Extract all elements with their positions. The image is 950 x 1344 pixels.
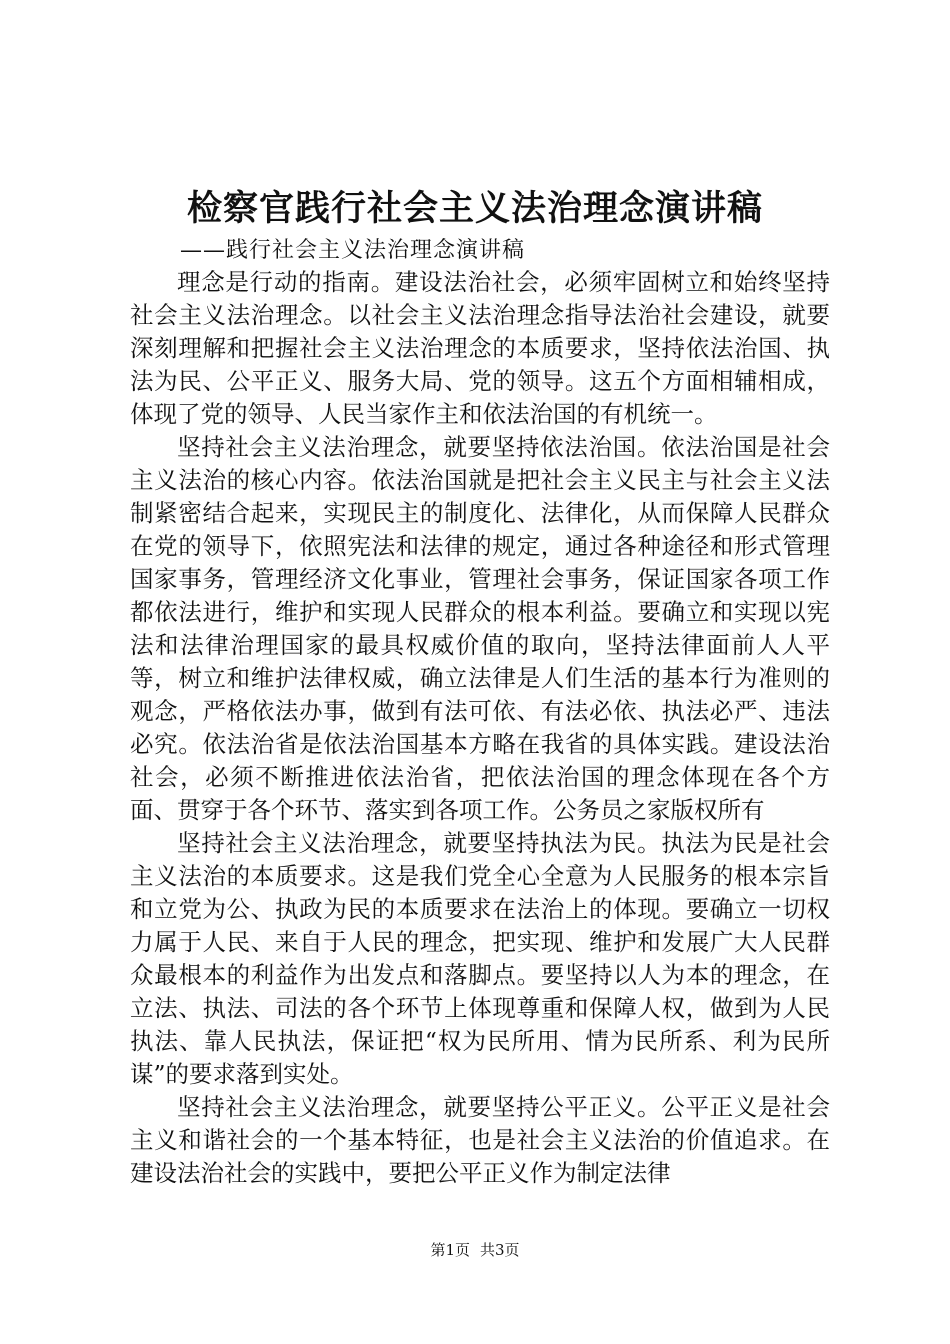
paragraph: 理念是行动的指南。建设法治社会，必须牢固树立和始终坚持社会主义法治理念。以社会主义法治理念指导法治社会建设，就要深刻理解和把握社会主义法治理念的本质要求，坚持依法治国、执法为民、公平正义、服务大局、党的领导。这五个方面相辅相成，体现了党的领导、人民当家作主和依法治国的有机统一。 <box>130 268 830 428</box>
page-total: 共3页 <box>480 1241 520 1259</box>
paragraph: 坚持社会主义法治理念，就要坚持依法治国。依法治国是社会主义法治的核心内容。依法治国就是把社会主义民主与社会主义法制紧密结合起来，实现民主的制度化、法律化，从而保障人民群众在党的领导下，依照宪法和法律的规定，通过各种途径和形式管理国家事务，管理经济文化事业，管理社会事务，保证国家各项工作都依法进行，维护和实现人民群众的根本利益。要确立和实现以宪法和法律治理国家的最具权威价值的取向，坚持法律面前人人平等，树立和维护法律权威，确立法律是人们生活的基本行为准则的观念，严格依法办事，做到有法可依、有法必依、执法必严、违法必究。依法治省是依法治国基本方略在我省的具体实践。建设法治社会，必须不断推进依法治省，把依法治国的理念体现在各个方面、贯穿于各个环节、落实到各项工作。公务员之家版权所有 <box>130 433 830 824</box>
document-title: 检察官践行社会主义法治理念演讲稿 <box>186 188 763 229</box>
document-subtitle: ——践行社会主义法治理念演讲稿 <box>180 238 526 263</box>
paragraph: 坚持社会主义法治理念，就要坚持公平正义。公平正义是社会主义和谐社会的一个基本特征，也是社会主义法治的价值追求。在建设法治社会的实践中，要把公平正义作为制定法律 <box>130 1093 830 1187</box>
page-number: 第1页 <box>430 1241 470 1259</box>
document-body <box>130 266 830 1190</box>
paragraph: 坚持社会主义法治理念，就要坚持执法为民。执法为民是社会主义法治的本质要求。这是我们党全心全意为人民服务的根本宗旨和立党为公、执政为民的本质要求在法治上的体现。要确立一切权力属于人民、来自于人民的理念，把实现、维护和发展广大人民群众最根本的利益作为出发点和落脚点。要坚持以人为本的理念，在立法、执法、司法的各个环节上体现尊重和保障人权，做到为人民执法、靠人民执法，保证把“权为民所用、情为民所系、利为民所谋”的要求落到实处。 <box>130 829 830 1088</box>
page-footer <box>0 1240 950 1260</box>
